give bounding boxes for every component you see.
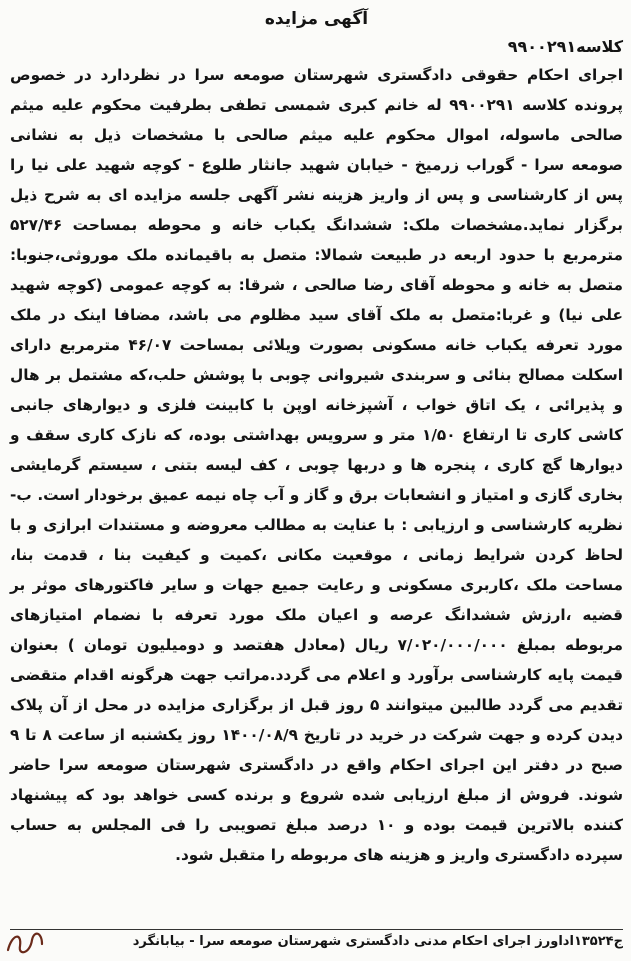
- notice-body: اجرای احکام حقوقی دادگستری شهرستان صومعه سرا در نظردارد در خصوص پرونده کلاسه ۹۹۰۰۲۹۱ له خانم کبری شمسی تطفی بطرفیت محکوم علیه میثم صالحی ماسوله، اموال محکوم علیه میثم صالحی با مشخصات ذیل به نشانی صومعه سرا - گوراب زرمیخ - خیابان شهید جانثار طلوع - کوچه شهید علی نیا را پس از کارشناسی و پس از واریز هزینه نشر آگهی جلسه مزایده ای به شرح ذیل برگزار نماید.مشخصات ملک: ششدانگ یکباب خانه و محوطه بمساحت ۵۲۷/۴۶ مترمربع با حدود اربعه در طبیعت شمالا: متصل به باقیمانده ملک موروثی،جنوبا: متصل به خانه و محوطه آقای رضا صالحی ، شرقا: به کوچه عمومی (کوچه شهید علی نیا) و غربا:متصل به ملک آقای سید مظلوم می باشد، مضافا اینک در ملک مورد تعرفه یکباب خانه مسکونی بصورت ویلائی بمساحت ۴۶/۰۷ مترمربع دارای اسکلت مصالح بنائی و سربندی شیروانی چوبی با پوشش حلب،که مشتمل بر هال و پذیرائی ، یک اتاق خواب ، آشپزخانه اوپن با کابینت فلزی و دیوارهای جانبی کاشی کاری تا ارتفاع ۱/۵۰ متر و سرویس بهداشتی بوده، که نازک کاری سقف و دیوارها گچ کاری ، پنجره ها و دربها چوبی ، کف لیسه بتنی ، سیستم گرمایشی بخاری گازی و امتیاز و انشعابات برق و گاز و آب چاه نیمه عمیق برخودار است. ب- نظریه کارشناسی و ارزیابی : با عنایت به مطالب معروضه و مستندات ابرازی و با لحاظ کردن شرایط زمانی ، موقعیت مکانی ،کمیت و کیفیت بنا ، قدمت بنا، مساحت ملک ،کاربری مسکونی و رعایت جمیع جهات و سایر فاکتورهای موثر بر قضیه ،ارزش ششدانگ عرصه و اعیان ملک مورد تعرفه با نضمام امتیازهای مربوطه بمبلغ ۷/۰۲۰/۰۰۰/۰۰۰ ریال (معادل هفتصد و دومیلیون تومان ) بعنوان قیمت پایه کارشناسی برآورد و اعلام می گردد.مراتب جهت هرگونه اقدام متقضی تقدیم می گردد طالبین میتوانند ۵ روز قبل از برگزاری مزایده در محل از آن پلاک دیدن کرده و جهت شرکت در خرید در تاریخ ۱۴۰۰/۰۸/۹ روز یکشنبه از ساعت ۸ تا ۹ صبح در دفتر این اجرای احکام واقع در دادگستری شهرستان صومعه سرا حاضر شوند. فروش از مبلغ ارزیابی شده شروع و برنده کسی خواهد بود که پیشنهاد کننده بالاترین قیمت بوده و ۱۰ درصد مبلغ تصویبی را فی المجلس به حساب سپرده دادگستری واریز و هزینه های مربوطه را متقبل شود.: [10, 66, 624, 864]
- notice-title: آگهی مزایده: [264, 9, 369, 29]
- notice-footer: ج۱۳۵۲۴اداورز اجرای احکام مدنی دادگستری شهرستان صومعه سرا - بیابانگرد: [10, 929, 623, 954]
- signature-scribble: [2, 920, 48, 960]
- case-number: کلاسه۹۹۰۰۲۹۱: [507, 37, 623, 56]
